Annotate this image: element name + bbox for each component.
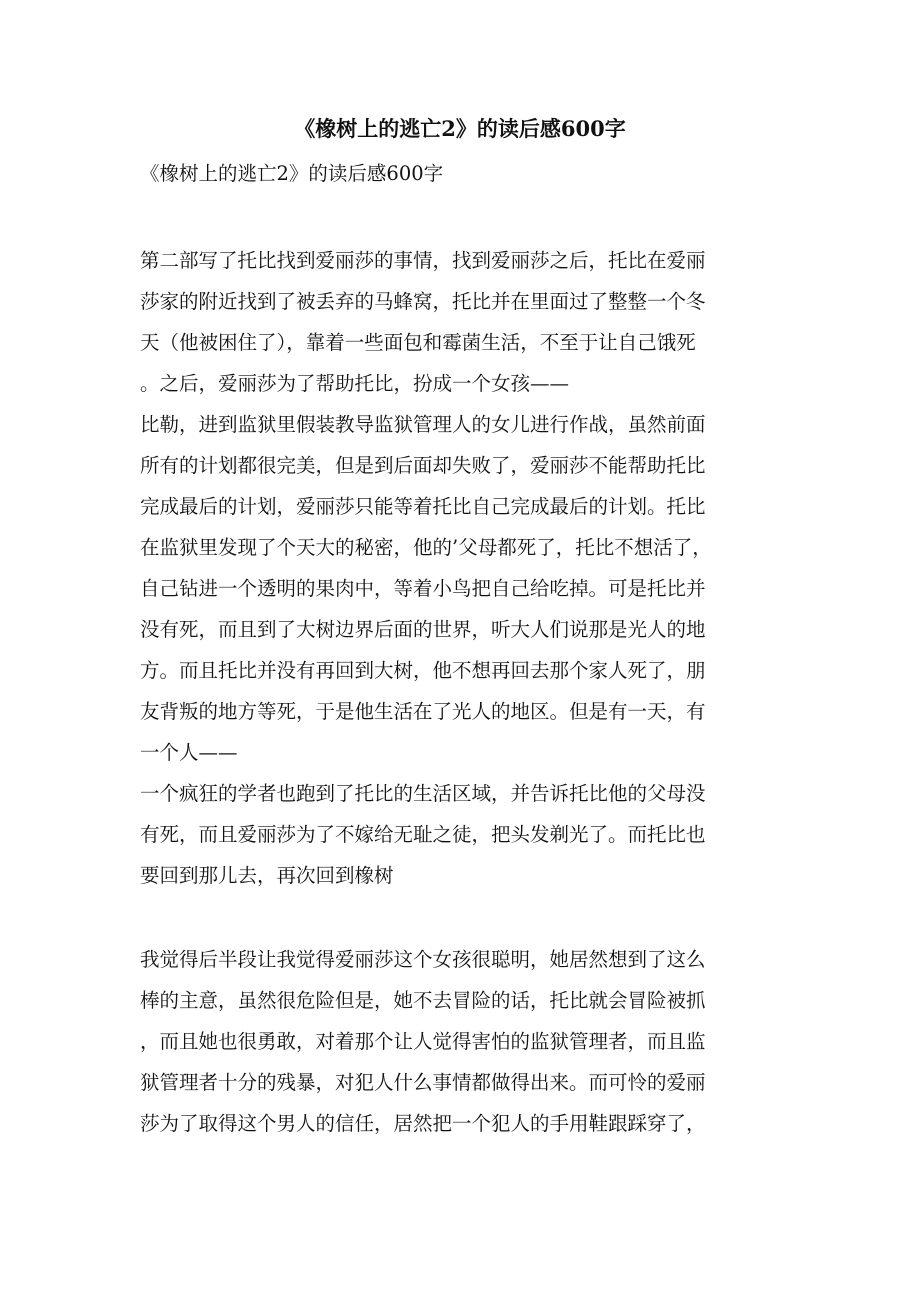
paragraph-1-line: 。之后，爱丽莎为了帮助托比，扮成一个女孩——: [140, 372, 570, 395]
document-subtitle: 《橡树上的逃亡2》的读后感600字: [140, 162, 444, 185]
paragraph-1-line: 没有死，而且到了大树边界后面的世界，听大人们说那是光人的地: [140, 618, 706, 641]
paragraph-1-line: 完成最后的计划，爱丽莎只能等着托比自己完成最后的计划。托比: [140, 495, 706, 518]
paragraph-1-line: 比勒，进到监狱里假装教导监狱管理人的女儿进行作战，虽然前面: [140, 413, 706, 436]
paragraph-2-line: ，而且她也很勇敢，对着那个让人觉得害怕的监狱管理者，而且监: [140, 1030, 706, 1053]
paragraph-1-line: 第二部写了托比找到爱丽莎的事情，找到爱丽莎之后，托比在爱丽: [140, 249, 706, 272]
paragraph-2-line: 狱管理者十分的残暴，对犯人什么事情都做得出来。而可怜的爱丽: [140, 1071, 706, 1094]
paragraph-1-line: 自己钻进一个透明的果肉中，等着小鸟把自己给吃掉。可是托比并: [140, 577, 706, 600]
paragraph-1-line: 方。而且托比并没有再回到大树，他不想再回去那个家人死了，朋: [140, 659, 706, 682]
paragraph-1-line: 天（他被困住了），靠着一些面包和霉菌生活，不至于让自己饿死: [140, 331, 696, 354]
paragraph-2-line: 莎为了取得这个男人的信任，居然把一个犯人的手用鞋跟踩穿了，: [140, 1112, 706, 1135]
paragraph-1-line: 莎家的附近找到了被丢弃的马蜂窝，托比并在里面过了整整一个冬: [140, 290, 706, 313]
paragraph-1-line: 有死，而且爱丽莎为了不嫁给无耻之徒，把头发剃光了。而托比也: [140, 823, 706, 846]
paragraph-2-line: 棒的主意，虽然很危险但是，她不去冒险的话，托比就会冒险被抓: [140, 989, 706, 1012]
paragraph-1-line: 友背叛的地方等死，于是他生活在了光人的地区。但是有一天，有: [140, 700, 706, 723]
paragraph-1-line: 一个人——: [140, 741, 238, 764]
paragraph-1-line: 一个疯狂的学者也跑到了托比的生活区域，并告诉托比他的父母没: [140, 782, 706, 805]
paragraph-1-line: 要回到那儿去，再次回到橡树: [140, 864, 394, 887]
document-title: 《橡树上的逃亡2》的读后感600字: [294, 116, 626, 141]
paragraph-2-line: 我觉得后半段让我觉得爱丽莎这个女孩很聪明，她居然想到了这么: [140, 948, 706, 971]
paragraph-1-line: 在监狱里发现了个天大的秘密，他的’父母都死了，托比不想活了，: [140, 536, 712, 559]
paragraph-1-line: 所有的计划都很完美，但是到后面却失败了，爱丽莎不能帮助托比: [140, 454, 706, 477]
